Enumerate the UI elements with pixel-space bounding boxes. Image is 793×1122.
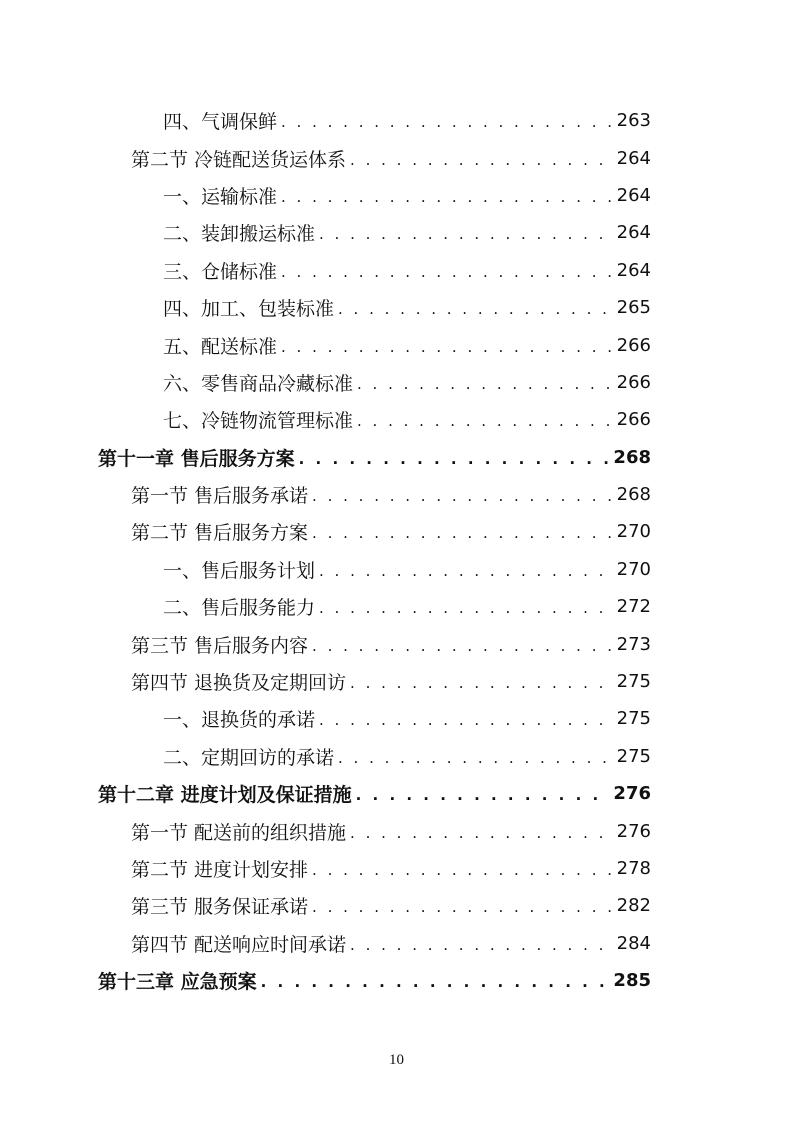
- toc-entry-title: 第三节 售后服务内容: [131, 634, 309, 657]
- page-number: 10: [389, 1052, 404, 1068]
- toc-dot-leader: [319, 227, 649, 242]
- toc-entry-page-number: 285: [609, 962, 651, 999]
- toc-entry-page-number: 284: [613, 925, 651, 962]
- toc-dot-leader: [312, 526, 649, 541]
- toc-chapter-entry[interactable]: [0, 439, 793, 476]
- toc-dot-leader: [319, 564, 649, 579]
- toc-entry-title: 二、售后服务能力: [163, 597, 316, 620]
- toc-subsection-entry[interactable]: [0, 326, 793, 363]
- toc-section-entry[interactable]: [0, 925, 793, 962]
- toc-entry-page-number: 264: [613, 252, 651, 289]
- toc-entry-page-number: 265: [613, 289, 651, 326]
- toc-subsection-entry[interactable]: [0, 700, 793, 737]
- toc-entry-title: 第十三章 应急预案: [98, 971, 257, 994]
- toc-dot-leader: [312, 900, 649, 915]
- toc-dot-leader: [261, 975, 649, 990]
- toc-entry-title: 一、退换货的承诺: [163, 709, 316, 732]
- toc-entry-page-number: 275: [613, 663, 651, 700]
- toc-section-entry[interactable]: [0, 812, 793, 849]
- toc-entry-page-number: 264: [613, 177, 651, 214]
- toc-entry-title: 四、加工、包装标准: [163, 298, 335, 321]
- toc-entry-page-number: 273: [613, 625, 651, 662]
- table-of-contents: [0, 102, 793, 999]
- toc-dot-leader: [312, 489, 649, 504]
- toc-entry-title: 三、仓储标准: [163, 260, 278, 283]
- toc-entry-title: 二、定期回访的承诺: [163, 746, 335, 769]
- toc-dot-leader: [338, 751, 649, 766]
- toc-section-entry[interactable]: [0, 887, 793, 924]
- toc-dot-leader: [357, 414, 649, 429]
- toc-entry-title: 第一节 配送前的组织措施: [131, 821, 347, 844]
- toc-entry-title: 七、冷链物流管理标准: [163, 410, 354, 433]
- toc-dot-leader: [319, 601, 649, 616]
- toc-dot-leader: [312, 863, 649, 878]
- toc-entry-page-number: 282: [613, 887, 651, 924]
- toc-dot-leader: [281, 115, 649, 130]
- toc-dot-leader: [319, 713, 649, 728]
- toc-subsection-entry[interactable]: [0, 588, 793, 625]
- toc-dot-leader: [350, 826, 649, 841]
- toc-entry-page-number: 263: [613, 102, 651, 139]
- toc-subsection-entry[interactable]: [0, 738, 793, 775]
- toc-entry-title: 第二节 冷链配送货运体系: [131, 148, 347, 171]
- toc-chapter-entry[interactable]: [0, 962, 793, 999]
- toc-entry-page-number: 275: [613, 738, 651, 775]
- toc-entry-page-number: 264: [613, 214, 651, 251]
- toc-dot-leader: [338, 302, 649, 317]
- toc-subsection-entry[interactable]: [0, 214, 793, 251]
- toc-entry-page-number: 270: [613, 551, 651, 588]
- toc-entry-page-number: 268: [609, 439, 651, 476]
- toc-entry-title: 五、配送标准: [163, 335, 278, 358]
- toc-section-entry[interactable]: [0, 513, 793, 550]
- toc-dot-leader: [357, 377, 649, 392]
- toc-entry-page-number: 266: [613, 401, 651, 438]
- toc-entry-page-number: 276: [609, 775, 651, 812]
- toc-dot-leader: [312, 639, 649, 654]
- toc-entry-page-number: 264: [613, 139, 651, 176]
- toc-dot-leader: [281, 190, 649, 205]
- toc-entry-title: 第四节 配送响应时间承诺: [131, 933, 347, 956]
- toc-dot-leader: [350, 153, 649, 168]
- toc-entry-title: 第十二章 进度计划及保证措施: [98, 784, 352, 807]
- toc-section-entry[interactable]: [0, 625, 793, 662]
- toc-subsection-entry[interactable]: [0, 177, 793, 214]
- toc-entry-title: 第四节 退换货及定期回访: [131, 672, 347, 695]
- toc-entry-title: 四、气调保鲜: [163, 111, 278, 134]
- toc-dot-leader: [356, 788, 649, 803]
- toc-entry-page-number: 266: [613, 326, 651, 363]
- toc-entry-page-number: 275: [613, 700, 651, 737]
- toc-entry-title: 第三节 服务保证承诺: [131, 896, 309, 919]
- toc-dot-leader: [299, 452, 649, 467]
- toc-entry-title: 第二节 进度计划安排: [131, 859, 309, 881]
- toc-subsection-entry[interactable]: [0, 252, 793, 289]
- toc-chapter-entry[interactable]: [0, 775, 793, 812]
- toc-dot-leader: [281, 340, 649, 355]
- toc-entry-page-number: 266: [613, 364, 651, 401]
- toc-entry-page-number: 278: [613, 850, 651, 887]
- toc-entry-title: 第十一章 售后服务方案: [98, 447, 295, 470]
- toc-entry-title: 一、运输标准: [163, 185, 278, 208]
- toc-entry-page-number: 276: [613, 812, 651, 849]
- toc-entry-title: 第二节 售后服务方案: [131, 522, 309, 545]
- toc-entry-title: 一、售后服务计划: [163, 559, 316, 582]
- toc-subsection-entry[interactable]: [0, 102, 793, 139]
- toc-dot-leader: [350, 938, 649, 953]
- toc-entry-page-number: 268: [613, 476, 651, 513]
- toc-section-entry[interactable]: [0, 139, 793, 176]
- toc-subsection-entry[interactable]: [0, 289, 793, 326]
- toc-section-entry[interactable]: [0, 850, 793, 887]
- toc-dot-leader: [281, 265, 649, 280]
- toc-entry-page-number: 272: [613, 588, 651, 625]
- toc-entry-title: 第一节 售后服务承诺: [131, 485, 309, 508]
- toc-subsection-entry[interactable]: [0, 364, 793, 401]
- toc-entry-title: 六、零售商品冷藏标准: [163, 372, 354, 395]
- toc-subsection-entry[interactable]: [0, 401, 793, 438]
- toc-section-entry[interactable]: [0, 476, 793, 513]
- toc-entry-page-number: 270: [613, 513, 651, 550]
- toc-dot-leader: [350, 676, 649, 691]
- toc-entry-title: 二、装卸搬运标准: [163, 223, 316, 246]
- toc-subsection-entry[interactable]: [0, 551, 793, 588]
- toc-section-entry[interactable]: [0, 663, 793, 700]
